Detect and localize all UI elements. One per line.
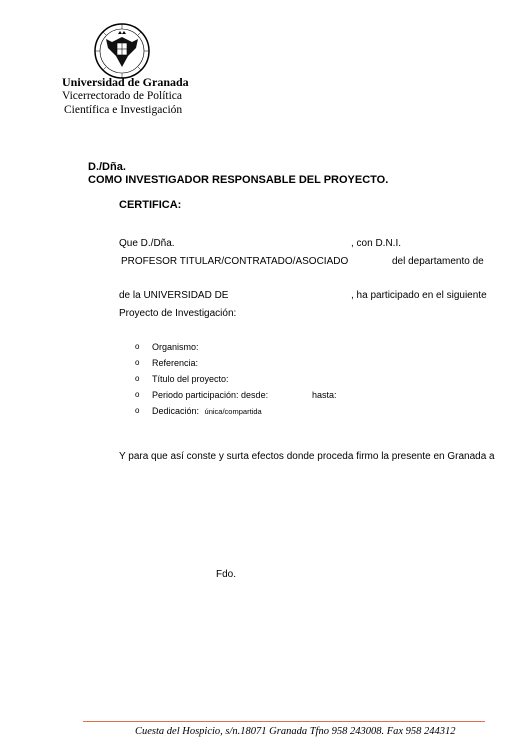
list-item: [135, 355, 268, 371]
university-seal-logo: [92, 22, 152, 80]
participado-text: , ha participado en el siguiente: [351, 290, 487, 301]
list-item: [135, 387, 337, 403]
organismo-label: Organismo:: [152, 342, 199, 352]
addressee-line2: COMO INVESTIGADOR RESPONSABLE DEL PROYECTO.: [88, 174, 389, 186]
hasta-label: hasta:: [312, 390, 337, 400]
footer-rule: [83, 721, 485, 722]
bullet-circle-icon: o: [135, 390, 140, 399]
bullet-circle-icon: o: [135, 406, 140, 415]
project-details-list: [135, 339, 337, 419]
list-item: [135, 371, 268, 387]
bullet-circle-icon: o: [135, 374, 140, 383]
periodo-label: Periodo participación: desde:: [152, 390, 269, 400]
list-item: [135, 339, 268, 355]
referencia-label: Referencia:: [152, 358, 199, 368]
titulo-label: Título del proyecto:: [152, 374, 229, 384]
certifica-heading: CERTIFICA:: [119, 199, 182, 211]
vicerrectorado-line1: Vicerrectorado de Política: [62, 90, 183, 102]
bullet-circle-icon: o: [135, 358, 140, 367]
dni-label: , con D.N.I.: [351, 238, 402, 249]
departamento-label: del departamento de: [392, 256, 484, 267]
que-dona-label: Que D./Dña.: [119, 238, 175, 249]
dedicacion-note: única/compartida: [204, 407, 262, 416]
university-name: Universidad de Granada: [62, 75, 189, 89]
list-item: [135, 403, 268, 419]
universidad-label: de la UNIVERSIDAD DE: [119, 290, 229, 301]
proyecto-label: Proyecto de Investigación:: [119, 308, 237, 319]
closing-statement: Y para que así conste y surta efectos donde proceda firmo la presente en Granada a: [119, 451, 495, 462]
dedicacion-label: Dedicación:: [152, 406, 200, 416]
addressee-line1: D./Dña.: [88, 161, 126, 173]
vicerrectorado-line2: Científica e Investigación: [64, 104, 183, 116]
bullet-circle-icon: o: [135, 342, 140, 351]
signature-label: Fdo.: [216, 569, 237, 580]
profesor-category: PROFESOR TITULAR/CONTRATADO/ASOCIADO: [121, 256, 349, 267]
footer-address: Cuesta del Hospicio, s/n.18071 Granada Tfno 958 243008. Fax 958 244312: [135, 726, 456, 737]
